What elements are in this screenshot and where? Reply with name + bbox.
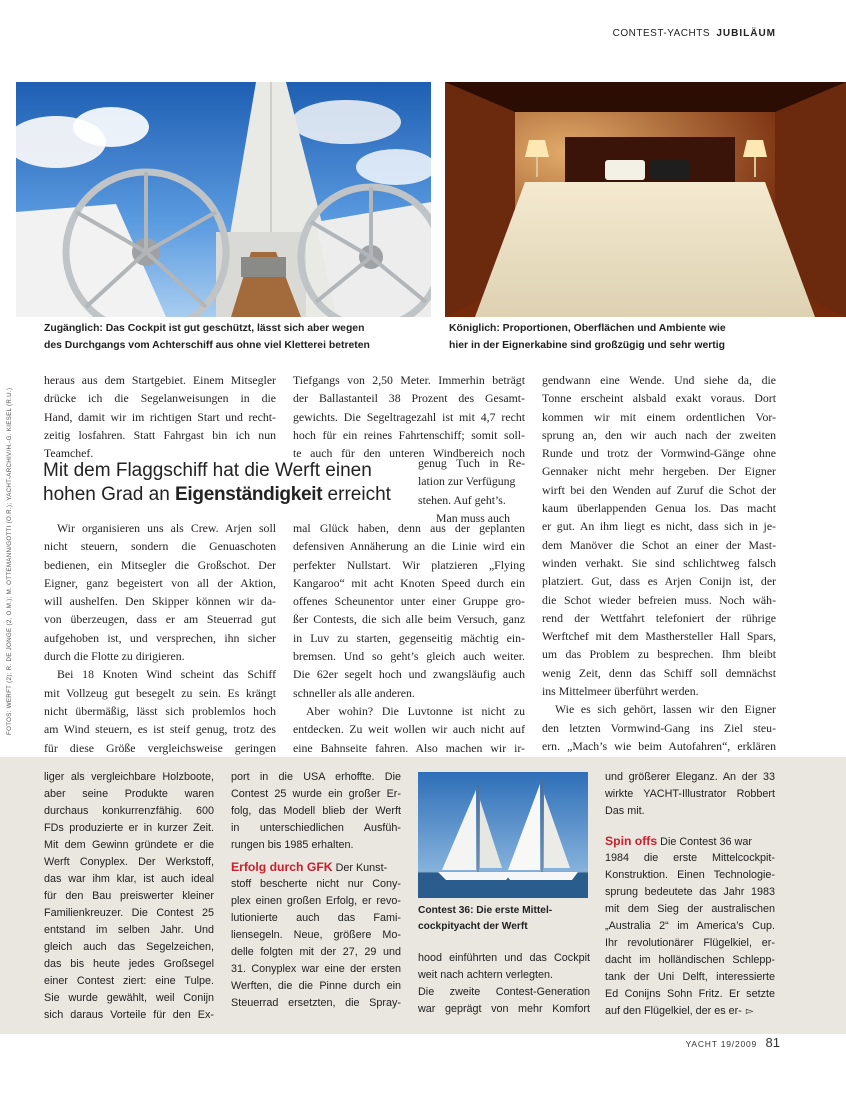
text-line: kommen wir mit einem ordentlichen Vor-: [542, 409, 776, 424]
text-line: wirft bei den Wenden auf Zuruf die Schot der: [542, 482, 776, 497]
cockpit-photo: [16, 82, 431, 317]
text-line: rend der Wettfahrt telefoniert der rührige: [542, 610, 776, 625]
text-line: Die 62er segelt hoch und zwangsläufig auch: [293, 667, 525, 682]
text-line: mal Glück haben, denn aus der geplanten: [293, 521, 525, 535]
text-line: lation zur Verfügung: [418, 474, 516, 489]
text-line: dem Manöver die Schot an einer der Mast-: [542, 537, 776, 552]
text-line: mit Vollzeug gut besegelt zu sein. Es krängt: [44, 685, 276, 700]
pull-quote-line-2: [43, 483, 423, 507]
text-line: plex einen großen Erfolg, er revo-: [231, 895, 401, 907]
text-line: er gut. An ihm liegt es nicht, dass sich in je-: [542, 519, 776, 534]
continue-arrow-icon: ▻: [745, 1006, 754, 1017]
text-line: ßer Contests, die sich alle beim Versuch, ganz: [293, 612, 525, 627]
text-line: lutionierte auch das Fami-: [231, 912, 401, 924]
text-line: Hand, damit wir im richtigen Start und recht-: [44, 409, 276, 424]
sidebar-column-3-bottom: [418, 950, 590, 1018]
text-line: tank der Uni Delft, interessierte: [605, 971, 775, 983]
article-column-2-bottom: [293, 519, 525, 757]
text-line: liger als vergleichbare Holzboote,: [44, 771, 214, 783]
subheading-line: [231, 859, 401, 876]
text-line: wenig Zeit, denn das Schiff soll demnächst: [542, 665, 776, 680]
text-line: bedienen, ein Mitsegler die Großschot. Der: [44, 557, 276, 572]
text-line: delle folgten mit der 27, 29 und: [231, 946, 401, 958]
text-line: bremsen. Und so geht’s gleich auch weiter.: [293, 649, 525, 664]
text-line: nicht übermäßig, lässt sich problemlos hoch: [44, 703, 276, 718]
text-line-content: auf den Flügelkiel, der es er-: [605, 1005, 742, 1017]
text-line: eine Bahnseite fahren. Also machen wir ir-: [293, 740, 525, 755]
text-line: Ihr revolutionärer Flügelkiel, er-: [605, 937, 775, 949]
text-line: FDs produzierte er in kurzer Zeit.: [44, 822, 214, 834]
caption-line: des Durchgangs vom Achterschiff aus ohne viel Kletterei betreten: [44, 340, 370, 351]
page-number: 81: [765, 1035, 780, 1050]
text-line: Mit dem Gewinn gründete er die: [44, 839, 214, 851]
text-line: Bei 18 Knoten Wind scheint das Schiff: [57, 667, 276, 682]
text-line: Werften, die die Pinne durch ein: [231, 980, 401, 992]
caption-line: Contest 36: Die erste Mittel-: [418, 905, 553, 916]
pull-quote: [43, 459, 423, 507]
caption-line: cockpityacht der Werft: [418, 921, 528, 932]
text-line: Kangaroo“ mit acht Knoten Speed durch ein: [293, 575, 525, 590]
text-line: Wie es sich gehört, lassen wir den Eigner: [555, 702, 776, 717]
text-line: Tiefgangs von 2,50 Meter. Immerhin beträgt: [293, 373, 525, 387]
text-line: mit dem Sieg der australischen: [605, 903, 775, 915]
article-column-3: [542, 371, 776, 774]
pull-quote-line-1: Mit dem Flaggschiff hat die Werft einen: [43, 460, 372, 481]
text-line: platziert. Gut, dass es Arjen Conijn ist, der: [542, 574, 776, 589]
text-line: gleich auch das Segelzeichen,: [44, 941, 214, 953]
text-line: Werftchef mit dem Masthersteller Hall Spars,: [542, 629, 776, 644]
text-line: dacht im holländischen Schlepp-: [605, 954, 775, 966]
text-line: Teamchef.: [44, 446, 94, 461]
text-line: Eigner, ganz begeistert von all der Aktion,: [44, 575, 276, 590]
photo-credit: [4, 387, 18, 735]
text-line: entstand im selben Jahr. Und: [44, 924, 214, 936]
header-topic: JUBILÄUM: [716, 28, 776, 39]
text-line: defensiven Annäherung an die Linie wird ein: [293, 539, 525, 554]
text-line: port in die USA erhoffte. Die: [231, 771, 401, 783]
text-line: am Wind steuern, es ist steif genug, trotz des: [44, 722, 276, 737]
text-line: heraus aus dem Startgebiet. Einem Mitsegler: [44, 373, 276, 387]
text-line: einer Contest ziert: eine Tulpe.: [44, 975, 214, 987]
text-line: für diese Größe vergleichsweise geringen: [44, 740, 276, 755]
text-line: nicht steuern, sondern die Genuaschoten: [44, 539, 276, 554]
text-line: sprung an, den wir auch nach der zweiten: [542, 427, 776, 442]
sidebar-column-4: [605, 769, 775, 1020]
text-line: stehen. Auf geht’s.: [418, 492, 506, 507]
text-line: Die zweite Contest-Generation: [418, 986, 590, 998]
pull-quote-emphasis: Eigenständigkeit: [175, 484, 323, 505]
running-header: [613, 28, 776, 39]
text-line: „Australia 2“ im America’s Cup.: [605, 920, 775, 932]
text-line: Sie wurde gewählt, weil Conijn: [44, 992, 214, 1004]
page-footer: [686, 1034, 780, 1052]
text-line: sich daraus Vorteile für den Ex-: [44, 1009, 214, 1021]
cabin-caption: [449, 320, 726, 354]
text-line: in Luv zu starten, gegenseitig mächtig ein-: [293, 630, 525, 645]
text-line: offenes Scheunentor unter einer Gruppe gro-: [293, 594, 525, 609]
text-line-content: Der Kunst-: [335, 862, 388, 874]
text-line: gendwann eine Wende. Und siehe da, die: [542, 373, 776, 387]
pull-quote-pre: hohen Grad an: [43, 484, 176, 505]
text-line: für den Bau preiswerter kleiner: [44, 890, 214, 902]
caption-line: Königlich: Proportionen, Oberflächen und Ambiente wie: [449, 323, 726, 334]
caption-line: hier in der Eignerkabine sind großzügig und sehr wertig: [449, 340, 725, 351]
header-section: CONTEST-YACHTS: [612, 28, 711, 39]
text-line: folg, das Modell blieb der Werft: [231, 805, 401, 817]
text-line: stoff bescherte nicht nur Cony-: [231, 878, 401, 890]
text-line: sprung bedeutete das Jahr 1983: [605, 886, 775, 898]
text-line: hood einführten und das Cockpit: [418, 952, 590, 964]
text-line: Wir organisieren uns als Crew. Arjen soll: [57, 521, 276, 535]
text-line: ern. „Mach’s wie beim Autofahren“, erklären: [542, 738, 776, 753]
text-line: Contest 25 wurde ein großer Er-: [231, 788, 401, 800]
text-line: war geprägt von mehr Komfort: [418, 1003, 590, 1015]
pull-quote-post: erreicht: [322, 484, 391, 505]
article-column-1-top: [44, 371, 276, 462]
sidebar-subheading-gfk: Erfolg durch GFK: [231, 860, 333, 874]
text-line: perfekter Nullstart. Wir platzieren „Flying: [293, 557, 525, 572]
text-line-content: Die Contest 36 war: [660, 836, 752, 848]
footer-issue: YACHT 19/2009: [685, 1039, 758, 1049]
text-line: Gennaker nicht mehr hergeben. Der Eigner: [542, 464, 776, 479]
text-line: aufgehoben ist, und versprechen, ihn sicher: [44, 630, 276, 645]
subheading-line: [605, 833, 775, 850]
text-line: den letzten Vormwind-Gang ins Ziel steu-: [542, 720, 776, 735]
text-line: will aushelfen. Den Skipper können wir da-: [44, 594, 276, 609]
text-line: kaum überlappenden Genua los. Das macht: [542, 501, 776, 516]
photo-credit-text: FOTOS: WERFT (2); R. DE JONGE (2, O.M.); M. OTTEMANN/GOTTI (O.R.); YACHT-ARCHIV/H.-G. KIESEL (R.U.): [6, 387, 13, 735]
text-line: in unterschiedlichen Ausfüh-: [231, 822, 401, 834]
text-line: Konstruktion. Einen Technologie-: [605, 869, 775, 881]
text-line: Familienkreuzer. Die Contest 25: [44, 907, 214, 919]
cabin-photo: [445, 82, 846, 317]
text-line: Steuerrad ersetzten, die Spray-: [231, 997, 401, 1009]
text-line: Aber wohin? Die Luvtonne ist nicht zu: [306, 703, 525, 718]
text-line: Man muss auch: [436, 510, 511, 525]
text-line: entdecken. Zu weit wollen wir auch nicht auf: [293, 722, 525, 737]
text-line: rungen bis 1985 erhalten.: [231, 839, 354, 851]
text-line: 31. Conyplex war eine der ersten: [231, 963, 401, 975]
text-line: Tonne erscheint alsbald exakt voraus. Dort: [542, 391, 776, 406]
sidebar-column-2: [231, 769, 401, 1012]
text-line: hoch für ein reines Fahrtenschiff; somit soll-: [293, 427, 525, 442]
caption-line: Zugänglich: Das Cockpit ist gut geschützt, lässt sich aber wegen: [44, 323, 365, 334]
contest36-caption: [418, 903, 552, 935]
text-line: der Ballastanteil 38 Prozent des Gesamt-: [293, 391, 525, 406]
text-line: gewichts. Die Segeltragezahl ist mit 4,7 recht: [293, 409, 525, 424]
text-line: zeitig losfahren. Statt Fahrgast bin ich nun: [44, 427, 276, 442]
text-line: Werft Conyplex. Der Werkstoff,: [44, 856, 214, 868]
sidebar-column-1: [44, 769, 214, 1024]
text-line: durchaus konkurrenzfähig. 600: [44, 805, 214, 817]
text-line: genug Tuch in Re-: [418, 456, 525, 470]
article-column-2-wrap: [418, 454, 525, 527]
text-line: drücke ich die Segelanweisungen in die: [44, 391, 276, 406]
text-line: te auch für den unteren Windbereich noch: [293, 446, 525, 461]
cockpit-caption: [44, 320, 370, 354]
text-line: aber seine Produkte waren: [44, 788, 214, 800]
text-line: das bis heute jedes Großsegel: [44, 958, 214, 970]
text-line: ins Mittelmeer überführt werden.: [542, 684, 699, 699]
text-line: das war ihm klar, ist auch ideal: [44, 873, 214, 885]
text-line: weit nach achtern verlegten.: [418, 969, 554, 981]
text-line: winden verhakt. Sie sind schlichtweg falsch: [542, 555, 776, 570]
contest36-photo: [418, 772, 588, 898]
text-line: Runde und trotz der Vormwind-Gänge ohne: [542, 446, 776, 461]
article-column-1-bottom: [44, 519, 276, 757]
text-line: von überzeugen, dass er am Steuerrad gut: [44, 612, 276, 627]
text-line: Ed Conijns Sohn Fritz. Er setzte: [605, 988, 775, 1000]
sidebar-subheading-spin-offs: Spin offs: [605, 834, 658, 848]
article-column-2-top: [293, 371, 525, 462]
text-line: [605, 1003, 775, 1020]
text-line: wirkte YACHT-Illustrator Robbert: [605, 788, 775, 800]
text-line: durch die Flotte zu dirigieren.: [44, 649, 185, 664]
text-line: liensegeln. Neue, größere Mo-: [231, 929, 401, 941]
text-line: 1984 die erste Mittelcockpit-: [605, 852, 775, 864]
text-line: und größerer Eleganz. An der 33: [605, 771, 775, 783]
text-line: schneller als alle anderen.: [293, 685, 415, 700]
text-line: um das Problem zu besprechen. Ihm bleibt: [542, 647, 776, 662]
text-line: Das mit.: [605, 805, 645, 817]
text-line: die Schot wieder befreien muss. Noch wäh-: [542, 592, 776, 607]
